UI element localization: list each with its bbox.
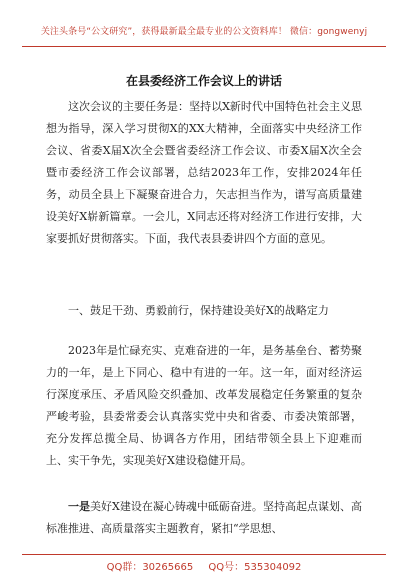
document-title: 在县委经济工作会议上的讲话 [125,74,282,88]
section-heading-1: 一、鼓足干劲、勇毅前行，保持建设美好X的战略定力 [68,304,329,317]
header-divider [22,46,386,47]
footer-contact [0,558,408,573]
header-banner: 关注头条号“公文研究”，获得最新最全最专业的公文资料库！ 微信：gongwenyj [40,27,368,37]
paragraph-intro: 这次会议的主要任务是：坚持以X新时代中国特色社会主义思想为指导，深入学习贯彻X的XX大精神，全面落实中央经济工作会议、省委X届X次全会暨省委经济工作会议、市委X届X次全会暨市委经济工作会议部署，总结2023年工作，安排2024年任务，动员全县上下凝聚奋进合力，矢志担当作为，谱写高质量建设美好X崭新篇章。一会儿，X同志还将对经济工作进行安排，大家要抓好贯彻落实。下面，我代表县委讲四个方面的意见。 [46,100,362,245]
footer-qq-group: QQ群：30265665 [106,562,194,573]
footer-divider [22,554,386,555]
point-marker: 一是 [68,500,91,513]
paragraph-review-2023: 2023年是忙碌充实、克难奋进的一年，是务基垒台、蓄势聚力的一年，是上下同心、稳中有进的一年。这一年，面对经济运行深度承压、矛盾风险交织叠加、改革发展稳定任务繁重的复杂严峻考验，县委常委会认真落实党中央和省委、市委决策部署，充分发挥总揽全局、协调各方作用，团结带领全县上下迎难而上、实干争先，实现美好X建设稳健开局。 [46,344,362,467]
footer-qq-number: QQ号：535304092 [208,562,302,573]
paragraph-point-1 [46,496,362,540]
point-text: 美好X建设在凝心铸魂中砥砺奋进。坚持高起点谋划、高标准推进、高质量落实主题教育，紧扣“学思想、 [46,500,362,535]
